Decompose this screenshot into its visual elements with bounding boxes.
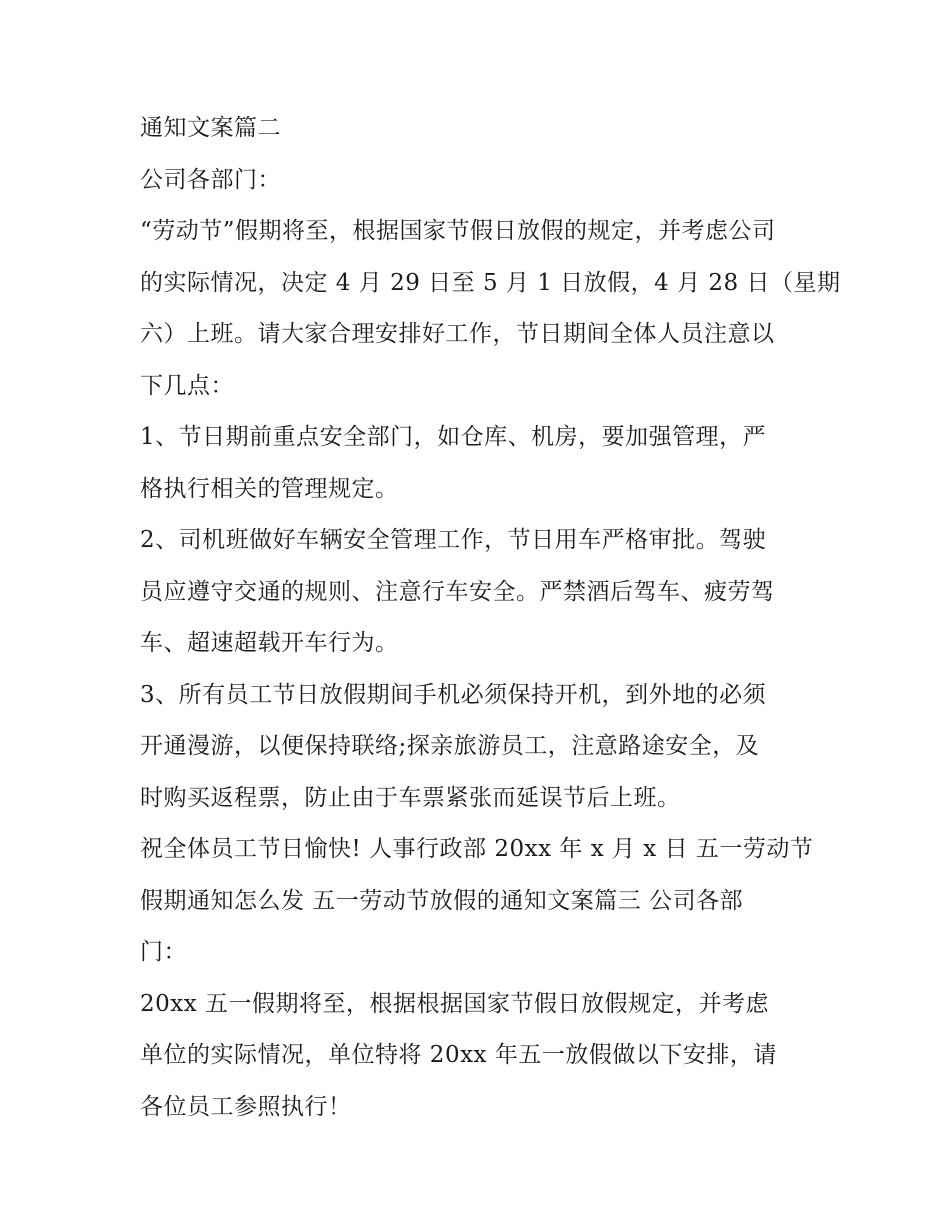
body-line: 20xx 五一假期将至，根据根据国家节假日放假规定，并考虑 bbox=[140, 990, 770, 1017]
section-title: 通知文案篇二 bbox=[140, 115, 281, 141]
body-line: “劳动节”假期将至，根据国家节假日放假的规定，并考虑公司 bbox=[140, 218, 776, 244]
list-item-1-line: 1、节日期前重点安全部门，如仓库、机房，要加强管理，严 bbox=[140, 424, 767, 450]
closing-line: 假期通知怎么发 五一劳动节放假的通知文案篇三 公司各部 bbox=[140, 887, 744, 914]
body-line: 的实际情况，决定 4 月 29 日至 5 月 1 日放假，4 月 28 日（星期 bbox=[140, 269, 841, 296]
list-item-2-line: 车、超速超载开车行为。 bbox=[140, 630, 399, 656]
body-line: 单位的实际情况，单位特将 20xx 年五一放假做以下安排，请 bbox=[140, 1042, 777, 1068]
body-line: 六）上班。请大家合理安排好工作，节日期间全体人员注意以 bbox=[140, 321, 775, 347]
document-body bbox=[140, 103, 841, 1133]
body-line: 下几点： bbox=[140, 372, 234, 399]
salutation: 门： bbox=[140, 939, 187, 965]
list-item-3-line: 开通漫游，以便保持联络;探亲旅游员工，注意路途安全，及 bbox=[140, 733, 760, 759]
list-item-2-line: 2、司机班做好车辆安全管理工作，节日用车严格审批。驾驶 bbox=[140, 527, 767, 553]
salutation: 公司各部门： bbox=[140, 166, 281, 193]
list-item-3-line: 3、所有员工节日放假期间手机必须保持开机，到外地的必须 bbox=[140, 681, 767, 708]
list-item-3-line: 时购买返程票，防止由于车票紧张而延误节后上班。 bbox=[140, 784, 681, 811]
closing-line: 祝全体员工节日愉快! 人事行政部 20xx 年 x 月 x 日 五一劳动节 bbox=[140, 836, 814, 862]
body-line: 各位员工参照执行！ bbox=[140, 1093, 352, 1120]
list-item-2-line: 员应遵守交通的规则、注意行车安全。严禁酒后驾车、疲劳驾 bbox=[140, 578, 775, 605]
list-item-1-line: 格执行相关的管理规定。 bbox=[140, 475, 399, 502]
